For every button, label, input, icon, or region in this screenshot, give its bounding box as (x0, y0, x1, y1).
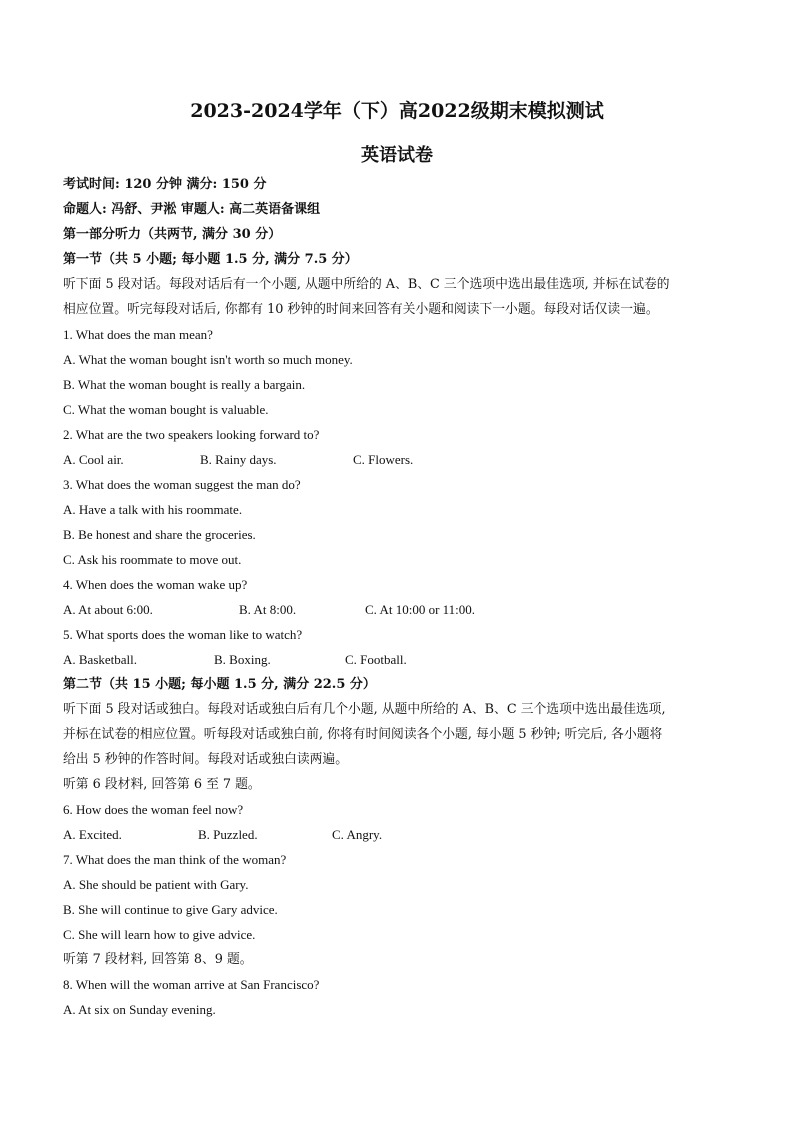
question-stem: 1. What does the man mean? (63, 327, 213, 342)
part1-heading: 第一部分听力（共两节, 满分 30 分） (63, 227, 282, 242)
section2-instruction: 听下面 5 段对话或独白。每段对话或独白后有几个小题, 从题中所给的 A、B、C 三个选项中选出最佳选项, (63, 702, 666, 717)
question-option: A. At six on Sunday evening. (63, 1002, 216, 1017)
section1-instruction: 相应位置。听完每段对话后, 你都有 10 秒钟的时间来回答有关小题和阅读下一小题。每段对话仅读一遍。 (63, 302, 659, 317)
section2-heading: 第二节（共 15 小题; 每小题 1.5 分, 满分 22.5 分） (63, 677, 376, 692)
exam-time-info: 考试时间: 120 分钟 满分: 150 分 (63, 177, 267, 192)
question-stem: 4. When does the woman wake up? (63, 577, 248, 592)
question-option: A. Excited. (63, 827, 122, 842)
question-option: B. Boxing. (214, 652, 271, 667)
question-stem: 8. When will the woman arrive at San Francisco? (63, 977, 320, 992)
section2-instruction: 并标在试卷的相应位置。听每段对话或独白前, 你将有时间阅读各个小题, 每小题 5 秒钟; 听完后, 各小题将 (63, 727, 663, 742)
section1-heading: 第一节（共 5 小题; 每小题 1.5 分, 满分 7.5 分） (63, 252, 358, 267)
question-option: B. Be honest and share the groceries. (63, 527, 256, 542)
listening-note: 听第 6 段材料, 回答第 6 至 7 题。 (63, 777, 261, 792)
question-stem: 7. What does the man think of the woman? (63, 852, 287, 867)
question-option: C. At 10:00 or 11:00. (365, 602, 476, 617)
question-option: C. Angry. (332, 827, 383, 842)
exam-content (63, 172, 731, 1022)
question-option: A. Basketball. (63, 652, 138, 667)
question-option: C. What the woman bought is valuable. (63, 402, 269, 417)
question-option: B. What the woman bought is really a bargain. (63, 377, 306, 392)
section2-instruction: 给出 5 秒钟的作答时间。每段对话或独白读两遍。 (63, 752, 349, 767)
question-stem: 6. How does the woman feel now? (63, 802, 244, 817)
exam-subtitle: 英语试卷 (361, 145, 433, 166)
question-option: C. She will learn how to give advice. (63, 927, 256, 942)
question-option: A. What the woman bought isn't worth so much money. (63, 352, 353, 367)
listening-note: 听第 7 段材料, 回答第 8、9 题。 (63, 952, 253, 967)
section1-instruction: 听下面 5 段对话。每段对话后有一个小题, 从题中所给的 A、B、C 三个选项中选出最佳选项, 并标在试卷的 (63, 277, 670, 292)
question-stem: 2. What are the two speakers looking forward to? (63, 427, 320, 442)
question-option: A. She should be patient with Gary. (63, 877, 249, 892)
question-option: B. She will continue to give Gary advice. (63, 902, 278, 917)
question-option: A. Have a talk with his roommate. (63, 502, 243, 517)
question-option: B. Rainy days. (200, 452, 277, 467)
question-option: A. At about 6:00. (63, 602, 153, 617)
question-option: C. Ask his roommate to move out. (63, 552, 242, 567)
question-option: C. Flowers. (353, 452, 414, 467)
question-stem: 5. What sports does the woman like to watch? (63, 627, 303, 642)
exam-title: 2023-2024学年（下）高2022级期末模拟测试 (190, 100, 604, 122)
question-option: A. Cool air. (63, 452, 124, 467)
question-stem: 3. What does the woman suggest the man do? (63, 477, 301, 492)
exam-authors-info: 命题人: 冯舒、尹淞 审题人: 高二英语备课组 (63, 202, 321, 217)
question-option: B. At 8:00. (239, 602, 297, 617)
question-options-row (63, 447, 731, 472)
question-options-row (63, 597, 731, 622)
question-option: B. Puzzled. (198, 827, 258, 842)
question-option: C. Football. (345, 652, 407, 667)
question-options-row (63, 647, 731, 672)
question-options-row (63, 822, 731, 847)
